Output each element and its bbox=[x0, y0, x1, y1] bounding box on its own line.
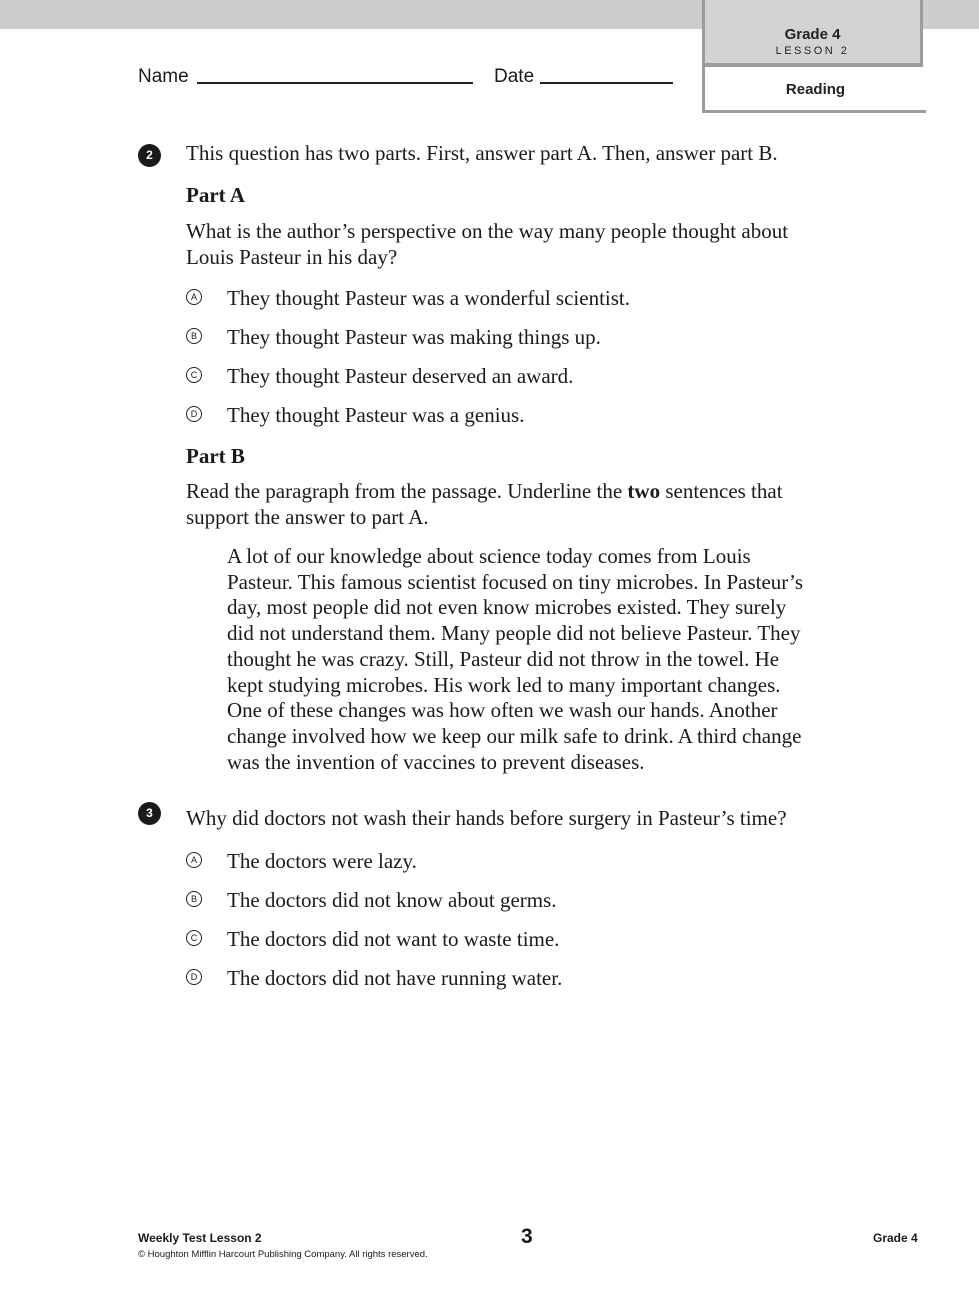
option-c-text: They thought Pasteur deserved an award. bbox=[227, 364, 574, 388]
option-c-bubble[interactable]: C bbox=[186, 367, 202, 383]
passage[interactable] bbox=[227, 544, 877, 775]
instruction-text-before: Read the paragraph from the passage. Underline the bbox=[186, 479, 628, 503]
subject-label: Reading bbox=[785, 81, 846, 98]
part-b-heading: Part B bbox=[186, 444, 245, 468]
option-b-bubble[interactable]: B bbox=[186, 891, 202, 907]
footer-test-title: Weekly Test Lesson 2 bbox=[138, 1231, 262, 1245]
passage-line[interactable]: kept studying microbes. His work led to many important changes. bbox=[227, 672, 781, 697]
option-a-text: The doctors were lazy. bbox=[227, 849, 417, 873]
name-label: Name bbox=[138, 66, 189, 87]
passage-line[interactable]: One of these changes was how often we wash our hands. Another bbox=[227, 698, 778, 723]
instruction-text-after: sentences that bbox=[660, 479, 783, 503]
date-label: Date bbox=[494, 66, 535, 87]
passage-line[interactable]: day, most people did not even know microbes existed. They surely bbox=[227, 595, 787, 620]
passage-line[interactable]: did not understand them. Many people did not believe Pasteur. They bbox=[227, 621, 801, 646]
option-d-text: They thought Pasteur was a genius. bbox=[227, 403, 525, 427]
part-a-heading: Part A bbox=[186, 183, 245, 207]
option-c-bubble[interactable]: C bbox=[186, 930, 202, 946]
option-b-bubble[interactable]: B bbox=[186, 328, 202, 344]
option-c-text: The doctors did not want to waste time. bbox=[227, 927, 560, 951]
option-d-bubble[interactable]: D bbox=[186, 406, 202, 422]
option-a-bubble[interactable]: A bbox=[186, 852, 202, 868]
question-3-prompt: Why did doctors not wash their hands before surgery in Pasteur’s time? bbox=[186, 806, 787, 830]
footer-grade: Grade 4 bbox=[873, 1231, 918, 1245]
option-b-text: The doctors did not know about germs. bbox=[227, 888, 557, 912]
passage-line[interactable]: Pasteur. This famous scientist focused on tiny microbes. In Pasteur’s bbox=[227, 569, 804, 594]
footer-copyright: © Houghton Mifflin Harcourt Publishing Company. All rights reserved. bbox=[138, 1249, 428, 1260]
part-b-instruction-line-1 bbox=[186, 478, 783, 504]
part-a-question-line-2: Louis Pasteur in his day? bbox=[186, 245, 398, 269]
grade-tab bbox=[702, 0, 923, 67]
part-a-question-line-1: What is the author’s perspective on the way many people thought about bbox=[186, 219, 789, 243]
date-field[interactable] bbox=[540, 82, 673, 84]
option-a-bubble[interactable]: A bbox=[186, 289, 202, 305]
passage-line[interactable]: change involved how we keep our milk safe to drink. A third change bbox=[227, 723, 802, 748]
question-3-number: 3 bbox=[138, 802, 161, 825]
option-d-bubble[interactable]: D bbox=[186, 969, 202, 985]
passage-line[interactable]: thought he was crazy. Still, Pasteur did not throw in the towel. He bbox=[227, 646, 780, 671]
passage-line[interactable]: A lot of our knowledge about science today comes from Louis bbox=[227, 544, 751, 568]
question-2-prompt: This question has two parts. First, answer part A. Then, answer part B. bbox=[186, 141, 778, 165]
lesson-label: LESSON 2 bbox=[775, 45, 850, 57]
part-b-instruction-line-2: support the answer to part A. bbox=[186, 505, 429, 529]
instruction-bold-word: two bbox=[627, 479, 661, 503]
passage-line[interactable]: was the invention of vaccines to prevent diseases. bbox=[227, 749, 645, 774]
option-d-text: The doctors did not have running water. bbox=[227, 966, 563, 990]
option-a-text: They thought Pasteur was a wonderful scientist. bbox=[227, 286, 630, 310]
grade-label: Grade 4 bbox=[784, 26, 841, 43]
subject-tab bbox=[702, 67, 926, 113]
name-field[interactable] bbox=[197, 82, 473, 84]
page-number: 3 bbox=[521, 1225, 533, 1248]
option-b-text: They thought Pasteur was making things up. bbox=[227, 325, 601, 349]
question-2-number: 2 bbox=[138, 144, 161, 167]
